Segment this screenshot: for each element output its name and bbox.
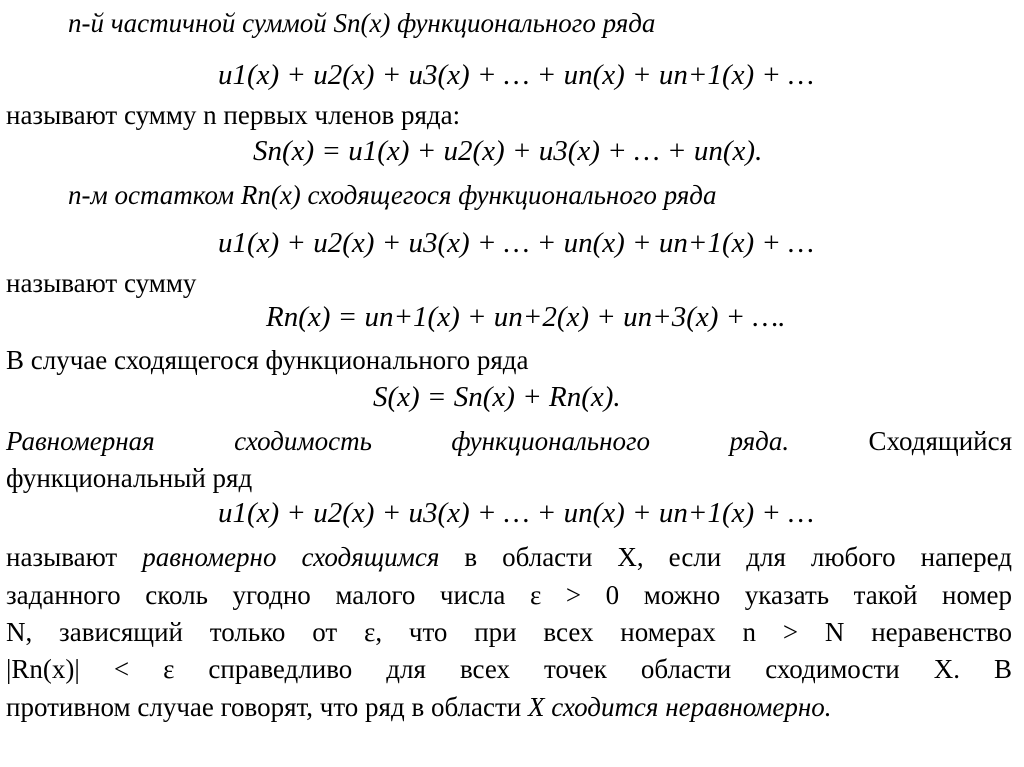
formula: Rn(x) = un+1(x) + un+2(x) + un+3(x) + …. xyxy=(266,301,786,333)
formula: u1(x) + u2(x) + u3(x) + … + un(x) + un+1(x) + … xyxy=(218,497,814,529)
term: Равномерная сходимость функционального ряда. xyxy=(6,426,790,456)
paragraph-line: N, зависящий только от ε, что при всех номерах n > N неравенство xyxy=(6,617,1012,647)
text-span: в области X, если для любого наперед xyxy=(464,542,1013,572)
paragraph-line: |Rn(x)| < ε справедливо для всех точек области сходимости X. В xyxy=(6,654,1012,684)
term: X сходится неравномерно. xyxy=(527,692,832,722)
text-line: n-й частичной суммой Sn(x) функционального ряда xyxy=(68,8,656,38)
formula: u1(x) + u2(x) + u3(x) + … + un(x) + un+1(x) + … xyxy=(218,227,814,259)
paragraph-line: заданного сколь угодно малого числа ε > 0 можно указать такой номер xyxy=(6,580,1012,610)
paragraph-line xyxy=(6,690,832,724)
text-line: называют сумму n первых членов ряда: xyxy=(6,100,461,130)
text-span: Сходящийся xyxy=(868,426,1012,456)
formula: Sn(x) = u1(x) + u2(x) + u3(x) + … + un(x). xyxy=(253,135,763,167)
text-line: функциональный ряд xyxy=(6,463,253,493)
text-line: называют сумму xyxy=(6,268,197,298)
paragraph-line xyxy=(6,540,1012,574)
term: равномерно сходящимся xyxy=(142,542,440,572)
paragraph-line xyxy=(6,424,1012,458)
text-line: В случае сходящегося функционального ряда xyxy=(6,345,529,375)
text-span: называют xyxy=(6,542,118,572)
formula: S(x) = Sn(x) + Rn(x). xyxy=(373,381,621,413)
text-span: противном случае говорят, что ряд в области xyxy=(6,692,522,722)
text-line: n-м остатком Rn(x) сходящегося функционального ряда xyxy=(68,180,717,210)
formula: u1(x) + u2(x) + u3(x) + … + un(x) + un+1(x) + … xyxy=(218,59,814,91)
